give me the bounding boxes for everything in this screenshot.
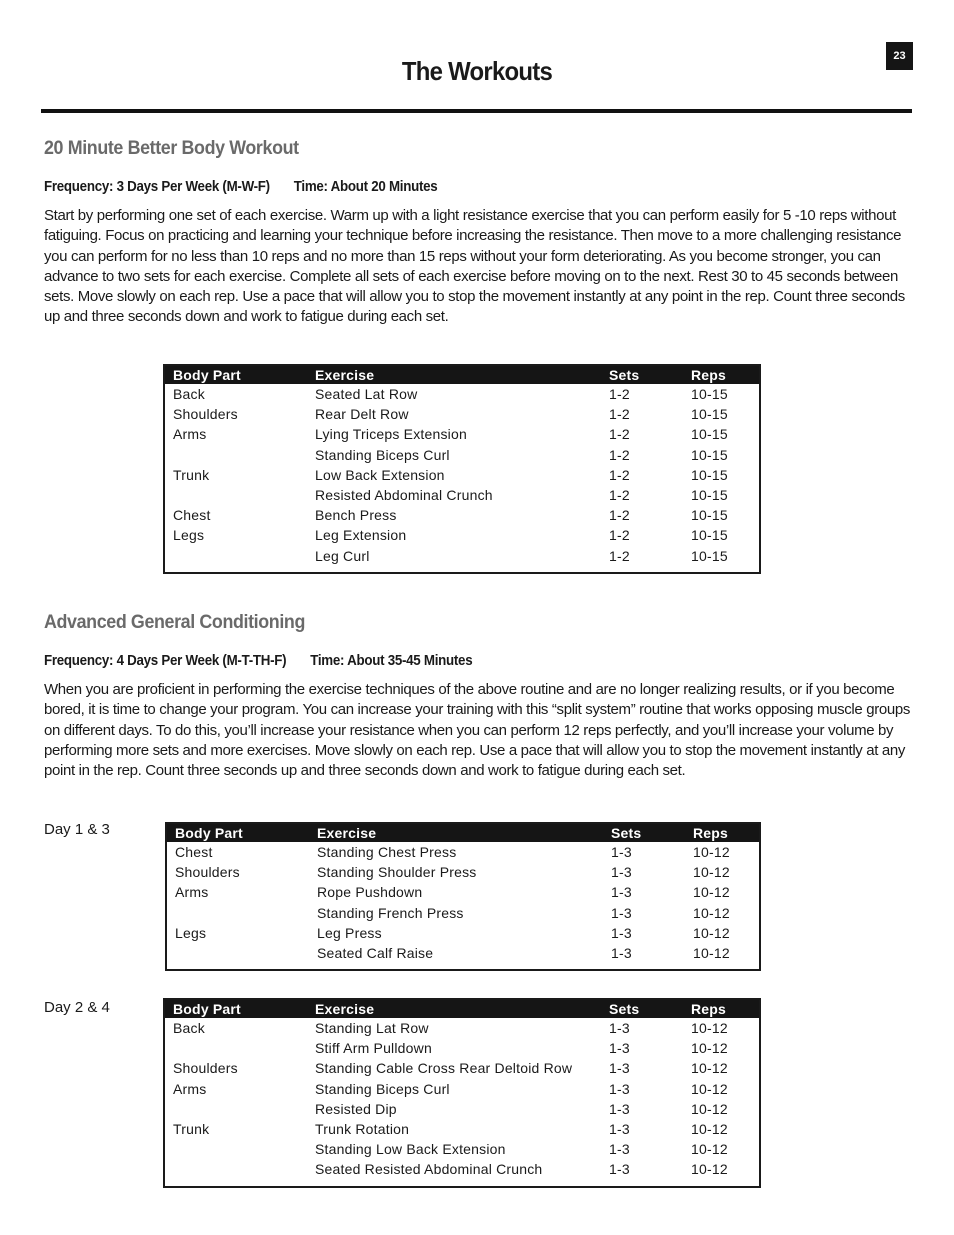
body-part-cell: Arms	[173, 426, 207, 443]
reps-cell: 10-15	[691, 466, 728, 483]
body-part-cell: Trunk	[173, 1121, 210, 1138]
body-part-cell: Shoulders	[175, 864, 240, 881]
padding-cell	[164, 566, 760, 573]
table-row	[166, 842, 760, 862]
reps-cell: 10-12	[693, 924, 730, 941]
exercise-cell: Leg Curl	[315, 547, 370, 564]
header-reps: Reps	[683, 999, 760, 1018]
table-header-row	[164, 999, 760, 1018]
reps-cell: 10-12	[691, 1080, 728, 1097]
exercise-cell: Resisted Dip	[315, 1100, 397, 1117]
header-sets: Sets	[601, 999, 683, 1018]
sets-cell: 1-2	[609, 426, 630, 443]
table-row	[164, 1139, 760, 1159]
exercise-cell: Standing Biceps Curl	[315, 446, 450, 463]
header-exercise: Exercise	[307, 365, 601, 384]
sets-cell: 1-2	[609, 446, 630, 463]
header-reps: Reps	[685, 823, 760, 842]
reps-cell: 10-12	[693, 864, 730, 881]
exercise-cell: Trunk Rotation	[315, 1121, 410, 1138]
body-part-cell: Chest	[173, 507, 211, 524]
workout-table-day-1-3	[165, 822, 761, 971]
table-row	[164, 1159, 760, 1179]
exercise-cell: Standing Biceps Curl	[315, 1080, 450, 1097]
reps-cell: 10-12	[691, 1040, 728, 1057]
table-row	[164, 1038, 760, 1058]
exercise-cell: Seated Lat Row	[315, 386, 418, 402]
body-part-cell	[164, 1159, 307, 1179]
sets-cell: 1-3	[609, 1040, 630, 1057]
time-text: Time: About 20 Minutes	[293, 179, 438, 195]
body-part-cell: Arms	[175, 884, 209, 901]
sets-cell: 1-2	[609, 487, 630, 504]
sets-cell: 1-2	[609, 386, 630, 402]
table-row	[164, 1099, 760, 1119]
table-header-row	[164, 365, 760, 384]
table-header-row	[166, 823, 760, 842]
sets-cell: 1-3	[609, 1121, 630, 1138]
header-body-part: Body Part	[164, 999, 307, 1018]
sets-cell: 1-3	[609, 1141, 630, 1158]
sets-cell: 1-3	[609, 1100, 630, 1117]
page-title: The Workouts	[401, 56, 553, 86]
day-label-1-3: Day 1 & 3	[44, 821, 110, 838]
padding-cell	[164, 1180, 760, 1187]
exercise-cell: Standing Lat Row	[315, 1020, 429, 1036]
sets-cell: 1-3	[611, 864, 632, 881]
body-part-cell	[164, 445, 307, 465]
sets-cell: 1-2	[609, 406, 630, 423]
body-part-cell: Legs	[173, 527, 205, 544]
reps-cell: 10-15	[691, 547, 728, 564]
sets-cell: 1-2	[609, 547, 630, 564]
exercise-cell: Rear Delt Row	[315, 406, 409, 423]
sets-cell: 1-2	[609, 507, 630, 524]
body-part-cell: Legs	[175, 924, 207, 941]
reps-cell: 10-12	[693, 884, 730, 901]
body-part-cell	[166, 903, 309, 923]
table-row	[166, 943, 760, 963]
body-part-cell: Shoulders	[173, 1060, 238, 1077]
reps-cell: 10-15	[691, 406, 728, 423]
sets-cell: 1-3	[609, 1060, 630, 1077]
frequency-line-better-body	[44, 179, 437, 195]
time-text: Time: About 35-45 Minutes	[310, 653, 473, 669]
frequency-text: Frequency: 3 Days Per Week (M-W-F)	[44, 179, 270, 195]
section-heading-advanced: Advanced General Conditioning	[44, 612, 305, 633]
header-sets: Sets	[601, 365, 683, 384]
body-part-cell: Arms	[173, 1080, 207, 1097]
table-row	[164, 1018, 760, 1038]
table-row	[166, 923, 760, 943]
exercise-cell: Standing French Press	[317, 904, 464, 921]
sets-cell: 1-3	[611, 884, 632, 901]
reps-cell: 10-12	[693, 844, 730, 860]
reps-cell: 10-15	[691, 527, 728, 544]
sets-cell: 1-3	[609, 1020, 630, 1036]
header-exercise: Exercise	[307, 999, 601, 1018]
header-body-part: Body Part	[164, 365, 307, 384]
sets-cell: 1-2	[609, 527, 630, 544]
reps-cell: 10-12	[691, 1060, 728, 1077]
body-part-cell	[164, 485, 307, 505]
sets-cell: 1-3	[611, 945, 632, 962]
title-divider	[41, 109, 912, 113]
table-row	[164, 546, 760, 566]
body-part-cell	[164, 1038, 307, 1058]
table-row	[164, 505, 760, 525]
reps-cell: 10-12	[691, 1141, 728, 1158]
table-row	[166, 862, 760, 882]
exercise-cell: Stiff Arm Pulldown	[315, 1040, 432, 1057]
padding-cell	[166, 963, 760, 970]
workout-table-day-2-4	[163, 998, 761, 1188]
day-label-2-4: Day 2 & 4	[44, 999, 110, 1016]
header-reps: Reps	[683, 365, 760, 384]
body-part-cell	[164, 1139, 307, 1159]
exercise-cell: Low Back Extension	[315, 466, 445, 483]
body-part-cell	[164, 546, 307, 566]
table-row	[164, 485, 760, 505]
frequency-text: Frequency: 4 Days Per Week (M-T-TH-F)	[44, 653, 287, 669]
page-number: 23	[886, 42, 913, 70]
sets-cell: 1-3	[609, 1161, 630, 1178]
reps-cell: 10-12	[691, 1020, 728, 1036]
body-part-cell	[166, 943, 309, 963]
table-bottom-padding	[164, 1180, 760, 1187]
reps-cell: 10-15	[691, 487, 728, 504]
body-part-cell: Back	[173, 386, 205, 402]
reps-cell: 10-12	[691, 1100, 728, 1117]
exercise-cell: Standing Cable Cross Rear Deltoid Row	[315, 1060, 573, 1077]
reps-cell: 10-15	[691, 426, 728, 443]
sets-cell: 1-3	[609, 1080, 630, 1097]
table-row	[164, 1119, 760, 1139]
header-exercise: Exercise	[309, 823, 603, 842]
exercise-cell: Standing Low Back Extension	[315, 1141, 506, 1158]
table-row	[164, 404, 760, 424]
table-row	[164, 1058, 760, 1078]
header-sets: Sets	[603, 823, 685, 842]
exercise-cell: Bench Press	[315, 507, 397, 524]
sets-cell: 1-3	[611, 924, 632, 941]
exercise-cell: Lying Triceps Extension	[315, 426, 467, 443]
body-part-cell: Trunk	[173, 466, 210, 483]
sets-cell: 1-3	[611, 844, 632, 860]
reps-cell: 10-12	[691, 1121, 728, 1138]
table-row	[164, 424, 760, 444]
reps-cell: 10-12	[691, 1161, 728, 1178]
exercise-cell: Seated Resisted Abdominal Crunch	[315, 1161, 543, 1178]
exercise-cell: Leg Press	[317, 924, 382, 941]
body-part-cell: Chest	[175, 844, 213, 860]
section-description-advanced: When you are proficient in performing the exercise techniques of the above routine and are no longer realizing results, or if you become bored, it is time to change your program. You can increase your training with this “split system” routine that works opposing muscle groups on different days. To do this, you’ll increase your resistance when you can perform 12 reps perfectly, and you’ll increase your volume by performing more sets and more exercises. Move slowly on each rep. Use a pace that will allow you to stop the movement instantly at any point in the rep. Count three seconds up and three seconds down and work to fatigue during each set.	[44, 681, 910, 780]
exercise-cell: Standing Shoulder Press	[317, 864, 477, 881]
workout-table-better-body	[163, 364, 761, 574]
table-row	[164, 384, 760, 404]
reps-cell: 10-15	[691, 507, 728, 524]
frequency-line-advanced	[44, 653, 472, 669]
table-row	[164, 465, 760, 485]
section-description-better-body: Start by performing one set of each exercise. Warm up with a light resistance exercise that you can perform easily for 5 -10 reps without fatiguing. Focus on practicing and learning your technique before increasing the resistance. Then move to a more challenging resistance you can perform for no less than 10 reps and no more than 15 reps without your form deteriorating. As you become stronger, you can advance to two sets for each exercise. Complete all sets of each exercise before moving on to the next. Rest 30 to 45 seconds between sets. Move slowly on each rep. Use a pace that will allow you to stop the movement instantly at any point in the rep. Count three seconds up and three seconds down and work to fatigue during each set.	[44, 207, 905, 326]
body-part-cell	[164, 1099, 307, 1119]
table-row	[164, 445, 760, 465]
exercise-cell: Resisted Abdominal Crunch	[315, 487, 493, 504]
table-bottom-padding	[166, 963, 760, 970]
exercise-cell: Rope Pushdown	[317, 884, 423, 901]
reps-cell: 10-12	[693, 945, 730, 962]
sets-cell: 1-3	[611, 904, 632, 921]
header-body-part: Body Part	[166, 823, 309, 842]
table-row	[166, 903, 760, 923]
exercise-cell: Standing Chest Press	[317, 844, 457, 860]
reps-cell: 10-12	[693, 904, 730, 921]
table-bottom-padding	[164, 566, 760, 573]
sets-cell: 1-2	[609, 466, 630, 483]
exercise-cell: Leg Extension	[315, 527, 407, 544]
body-part-cell: Shoulders	[173, 406, 238, 423]
table-row	[166, 882, 760, 902]
reps-cell: 10-15	[691, 446, 728, 463]
reps-cell: 10-15	[691, 386, 728, 402]
table-row	[164, 525, 760, 545]
exercise-cell: Seated Calf Raise	[317, 945, 434, 962]
table-row	[164, 1079, 760, 1099]
body-part-cell: Back	[173, 1020, 205, 1036]
section-heading-better-body: 20 Minute Better Body Workout	[44, 138, 299, 159]
